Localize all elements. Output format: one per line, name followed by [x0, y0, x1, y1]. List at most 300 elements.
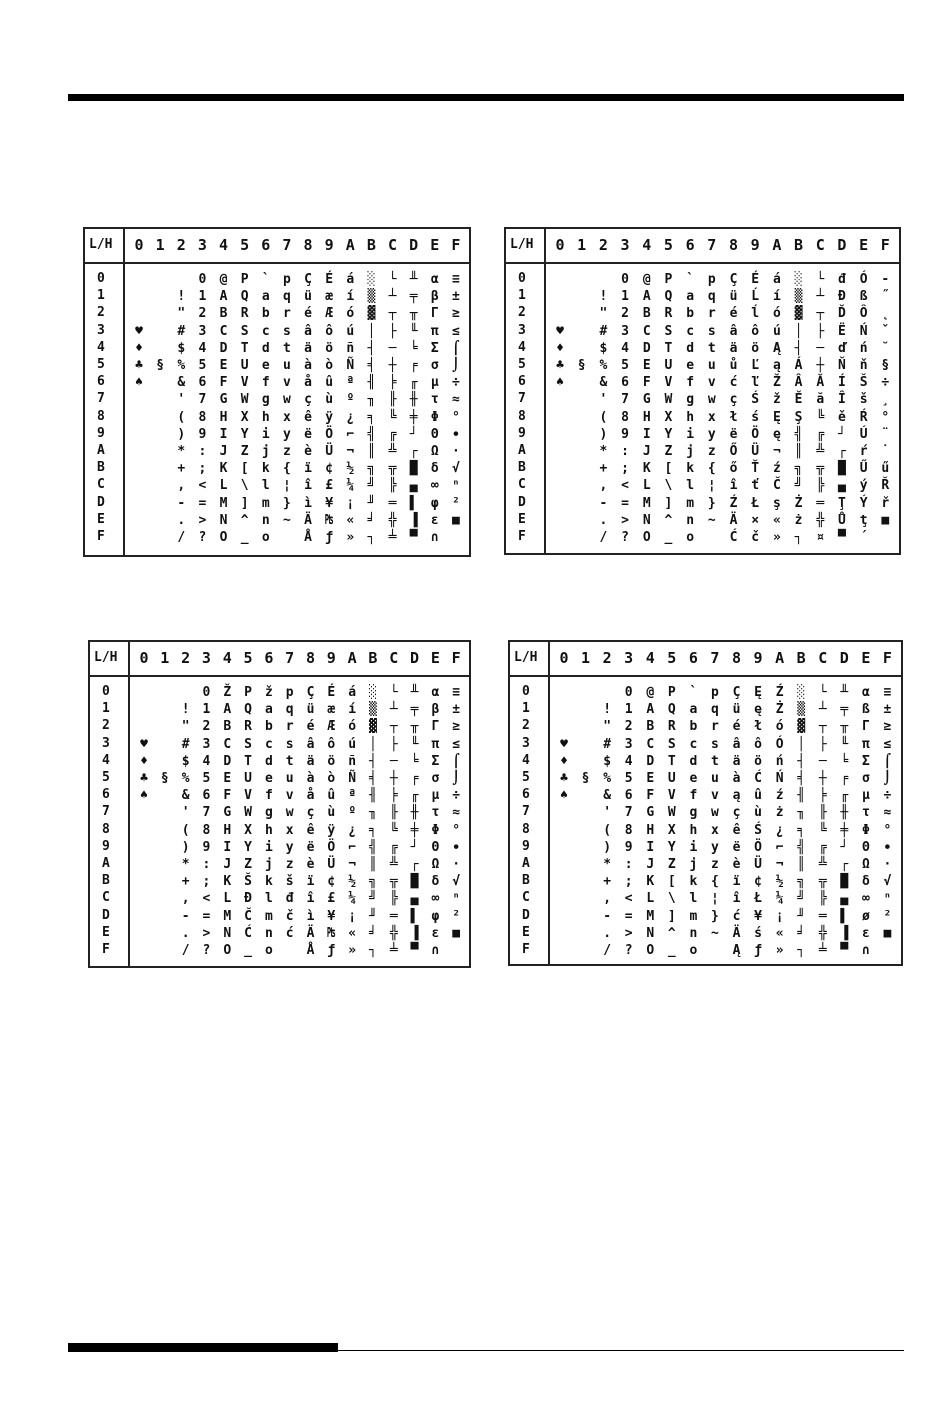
- glyph-cell: ₧: [325, 512, 334, 528]
- glyph-cell: ▐: [410, 925, 419, 941]
- glyph-cell: Ü: [325, 444, 334, 459]
- table-column-divider: [123, 229, 125, 555]
- glyph-cell: ő: [729, 461, 738, 477]
- glyph-cell: ╝: [794, 478, 803, 494]
- glyph-cell: b: [689, 719, 698, 735]
- glyph-cell: ': [599, 392, 608, 408]
- glyph-cell: β: [430, 289, 439, 305]
- glyph-cell: 5: [624, 771, 633, 786]
- column-header: F: [451, 236, 461, 254]
- glyph-cell: #: [181, 736, 190, 752]
- glyph-cell: ╕: [369, 822, 377, 838]
- glyph-cell: /: [599, 530, 608, 545]
- glyph-cell: r: [711, 719, 719, 735]
- glyph-cell: .: [599, 512, 608, 528]
- glyph-cell: ä: [306, 753, 315, 769]
- glyph-cell: š: [859, 392, 868, 408]
- row-label: A: [522, 856, 530, 871]
- row-label: 6: [522, 787, 530, 803]
- row-label: 8: [518, 408, 526, 424]
- glyph-cell: ź: [772, 461, 781, 477]
- glyph-cell: }: [711, 908, 719, 924]
- glyph-cell: 9: [198, 426, 207, 442]
- glyph-cell: Ź: [729, 495, 738, 511]
- glyph-cell: /: [177, 530, 186, 545]
- glyph-cell: X: [240, 409, 249, 425]
- glyph-cell: O: [223, 943, 232, 958]
- glyph-cell: k: [689, 874, 698, 890]
- glyph-cell: δ: [861, 874, 870, 890]
- glyph-cell: Y: [664, 426, 673, 442]
- glyph-cell: ć: [729, 375, 738, 391]
- glyph-cell: ╢: [797, 788, 806, 804]
- glyph-cell: M: [223, 908, 232, 924]
- glyph-cell: ż: [794, 512, 803, 528]
- glyph-cell: 0: [624, 685, 633, 700]
- glyph-cell: ±: [451, 289, 460, 305]
- glyph-cell: ╧: [388, 530, 397, 545]
- glyph-cell: ╔: [818, 839, 827, 855]
- glyph-cell: ▄: [840, 891, 849, 907]
- glyph-cell: `: [686, 272, 695, 287]
- glyph-cell: !: [599, 289, 608, 305]
- glyph-cell: M: [642, 495, 651, 511]
- glyph-cell: ∩: [861, 943, 870, 958]
- glyph-cell: û: [325, 375, 334, 391]
- glyph-cell: Æ: [325, 306, 334, 322]
- glyph-cell: _: [244, 943, 252, 958]
- glyph-cell: -: [599, 495, 608, 511]
- column-header: 9: [750, 236, 760, 254]
- glyph-cell: G: [223, 805, 232, 821]
- glyph-cell: Q: [244, 702, 252, 718]
- row-label: 3: [522, 735, 530, 751]
- glyph-cell: ╪: [840, 822, 849, 838]
- row-label: 9: [518, 425, 526, 441]
- glyph-cell: ¸: [881, 392, 890, 408]
- glyph-cell: µ: [430, 375, 439, 391]
- glyph-cell: ê: [304, 409, 312, 425]
- glyph-cell: ň: [859, 358, 868, 373]
- glyph-cell: ƒ: [754, 943, 762, 958]
- row-label: E: [522, 924, 530, 940]
- glyph-cell: ╤: [409, 289, 418, 305]
- glyph-cell: √: [451, 461, 460, 477]
- glyph-cell: ╣: [797, 839, 806, 855]
- glyph-cell: ⁿ: [451, 478, 460, 494]
- column-header: D: [837, 236, 847, 254]
- glyph-cell: ≤: [451, 323, 460, 339]
- glyph-cell: _: [664, 530, 673, 545]
- glyph-cell: ÷: [451, 375, 460, 391]
- glyph-cell: ■: [451, 512, 460, 528]
- glyph-cell: x: [282, 409, 291, 425]
- glyph-cell: ╥: [410, 719, 419, 735]
- code-page-table-bottom-left: [88, 640, 471, 968]
- glyph-cell: ł: [729, 409, 738, 425]
- glyph-cell: R: [667, 719, 676, 735]
- glyph-cell: │: [797, 736, 806, 752]
- glyph-cell: ▐: [840, 925, 849, 941]
- glyph-cell: 1: [198, 289, 207, 305]
- glyph-cell: O: [219, 530, 228, 545]
- glyph-cell: Ĺ: [751, 289, 760, 305]
- row-label: 6: [518, 374, 526, 390]
- column-header: 7: [707, 236, 717, 254]
- glyph-cell: ♣: [135, 358, 143, 373]
- glyph-cell: G: [642, 392, 651, 408]
- glyph-cell: ┌: [409, 444, 418, 459]
- glyph-cell: Z: [664, 444, 673, 459]
- glyph-cell: J: [223, 857, 232, 872]
- glyph-cell: ť: [751, 478, 760, 494]
- glyph-cell: i: [261, 426, 270, 442]
- glyph-cell: î: [304, 478, 312, 494]
- glyph-cell: U: [664, 358, 673, 373]
- glyph-cell: °: [883, 822, 892, 838]
- glyph-cell: T: [244, 753, 252, 769]
- glyph-cell: O: [642, 530, 651, 545]
- row-label: F: [518, 529, 526, 544]
- glyph-cell: Γ: [431, 719, 440, 735]
- glyph-cell: ╦: [816, 461, 825, 477]
- glyph-cell: Ł: [751, 495, 760, 511]
- glyph-cell: Q: [667, 702, 676, 718]
- glyph-cell: ˇ: [881, 323, 890, 339]
- glyph-cell: ╖: [797, 805, 806, 821]
- glyph-cell: ░: [797, 685, 806, 700]
- column-header: 1: [155, 236, 165, 254]
- glyph-cell: ╗: [794, 461, 803, 477]
- row-label: 5: [522, 770, 530, 785]
- glyph-cell: ¼: [348, 891, 357, 907]
- glyph-cell: W: [664, 392, 673, 408]
- glyph-cell: ö: [327, 753, 336, 769]
- glyph-cell: i: [264, 839, 273, 855]
- glyph-cell: Ż: [794, 495, 803, 511]
- glyph-cell: =: [621, 495, 629, 511]
- glyph-cell: ƒ: [325, 530, 334, 545]
- glyph-cell: ô: [325, 323, 334, 339]
- glyph-cell: H: [646, 822, 655, 838]
- glyph-cell: Ř: [881, 478, 890, 494]
- glyph-cell: °: [881, 409, 890, 425]
- column-header: A: [775, 649, 785, 667]
- glyph-cell: ╚: [389, 822, 398, 838]
- glyph-cell: «: [346, 512, 355, 528]
- glyph-cell: ┤: [369, 753, 377, 769]
- glyph-cell: √: [452, 874, 461, 890]
- glyph-cell: .: [181, 925, 190, 941]
- row-label: 8: [102, 821, 110, 837]
- glyph-cell: à: [304, 358, 312, 373]
- glyph-cell: é: [306, 719, 315, 735]
- glyph-cell: â: [304, 323, 312, 339]
- glyph-cell: ∩: [431, 943, 440, 958]
- glyph-cell: U: [240, 358, 249, 373]
- glyph-cell: $: [177, 340, 186, 356]
- glyph-cell: ╜: [369, 908, 377, 924]
- glyph-cell: ┼: [389, 771, 398, 786]
- glyph-cell: «: [775, 925, 784, 941]
- glyph-cell: :: [202, 857, 211, 872]
- glyph-cell: ♦: [135, 340, 143, 356]
- column-header: 8: [731, 649, 742, 667]
- glyph-cell: ┴: [818, 702, 827, 718]
- glyph-cell: £: [327, 891, 336, 907]
- glyph-cell: 6: [624, 788, 633, 804]
- glyph-cell: 4: [624, 753, 633, 769]
- column-header: 0: [134, 236, 144, 254]
- column-header: C: [815, 236, 825, 254]
- glyph-cell: ▒: [369, 702, 377, 718]
- row-label: D: [522, 907, 530, 923]
- glyph-cell: .: [603, 925, 612, 941]
- column-header: E: [859, 236, 869, 254]
- glyph-cell: ╛: [369, 925, 377, 941]
- glyph-cell: 4: [202, 753, 211, 769]
- glyph-cell: -: [181, 908, 190, 924]
- glyph-cell: ε: [431, 925, 440, 941]
- glyph-cell: Ť: [751, 461, 760, 477]
- glyph-cell: ;: [198, 461, 207, 477]
- row-label: B: [97, 460, 105, 476]
- glyph-cell: x: [711, 822, 719, 838]
- glyph-cell: É: [325, 272, 334, 287]
- glyph-cell: z: [711, 857, 719, 872]
- glyph-cell: ■: [883, 925, 892, 941]
- glyph-cell: ║: [797, 857, 806, 872]
- glyph-cell: ö: [754, 753, 762, 769]
- glyph-cell: ü: [306, 702, 315, 718]
- glyph-cell: ║: [367, 444, 376, 459]
- column-header: 2: [598, 236, 608, 254]
- row-label: 7: [102, 804, 110, 820]
- glyph-cell: ţ: [859, 512, 868, 528]
- column-header: 9: [326, 649, 336, 667]
- glyph-cell: Ć: [729, 530, 738, 545]
- glyph-cell: ∞: [430, 478, 439, 494]
- glyph-cell: è: [732, 857, 741, 872]
- glyph-cell: ▄: [410, 891, 419, 907]
- glyph-cell: Σ: [431, 753, 440, 769]
- glyph-cell: ╝: [367, 478, 376, 494]
- glyph-cell: Ü: [751, 444, 760, 459]
- glyph-cell: ▌: [840, 908, 849, 924]
- glyph-cell: 7: [202, 805, 211, 821]
- glyph-cell: u: [285, 771, 294, 786]
- glyph-cell: ≡: [452, 685, 461, 700]
- glyph-cell: V: [244, 788, 252, 804]
- glyph-cell: H: [219, 409, 228, 425]
- glyph-cell: s: [285, 736, 294, 752]
- glyph-cell: ñ: [348, 753, 357, 769]
- row-label: 0: [522, 684, 530, 699]
- glyph-cell: I: [646, 839, 655, 855]
- glyph-cell: ╫: [409, 392, 418, 408]
- glyph-cell: ┬: [816, 306, 825, 322]
- glyph-cell: ≥: [452, 719, 461, 735]
- glyph-cell: %: [603, 771, 612, 786]
- glyph-cell: ╕: [797, 822, 806, 838]
- row-label: 1: [97, 288, 105, 304]
- glyph-cell: ┤: [794, 340, 803, 356]
- glyph-cell: ║: [369, 857, 377, 872]
- glyph-cell: O: [646, 943, 655, 958]
- glyph-cell: t: [285, 753, 294, 769]
- glyph-cell: Ö: [751, 426, 760, 442]
- glyph-cell: ÷: [881, 375, 890, 391]
- glyph-cell: ß: [861, 702, 870, 718]
- row-label: 7: [97, 391, 105, 407]
- glyph-cell: ■: [452, 925, 461, 941]
- glyph-cell: ó: [775, 719, 784, 735]
- glyph-cell: (: [599, 409, 608, 425]
- glyph-cell: ï: [732, 874, 741, 890]
- glyph-cell: \: [240, 478, 249, 494]
- glyph-cell: ╞: [389, 788, 398, 804]
- column-header: 6: [685, 236, 695, 254]
- glyph-cell: 5: [198, 358, 207, 373]
- glyph-cell: ö: [325, 340, 334, 356]
- glyph-cell: ć: [732, 908, 741, 924]
- glyph-cell: ⁿ: [883, 891, 892, 907]
- glyph-cell: ╦: [818, 874, 827, 890]
- row-label: 2: [97, 305, 105, 321]
- glyph-cell: >: [621, 512, 629, 528]
- glyph-cell: y: [285, 839, 294, 855]
- glyph-cell: α: [861, 685, 870, 700]
- glyph-cell: ^: [664, 512, 673, 528]
- glyph-cell: ⌡: [452, 771, 461, 786]
- glyph-cell: d: [689, 753, 698, 769]
- glyph-cell: Ü: [754, 857, 762, 872]
- row-label: 6: [102, 787, 110, 803]
- glyph-cell: @: [219, 272, 228, 287]
- glyph-cell: ╙: [409, 323, 418, 339]
- glyph-cell: ♦: [140, 753, 148, 769]
- glyph-cell: k: [686, 461, 695, 477]
- glyph-cell: b: [686, 306, 695, 322]
- glyph-cell: d: [264, 753, 273, 769]
- glyph-cell: ╝: [369, 891, 377, 907]
- glyph-cell: ä: [729, 340, 738, 356]
- glyph-cell: X: [667, 822, 676, 838]
- column-header: 3: [197, 236, 207, 254]
- row-label: 9: [522, 838, 530, 854]
- glyph-cell: »: [772, 530, 781, 545]
- glyph-cell: L: [223, 891, 232, 907]
- glyph-cell: »: [348, 943, 357, 958]
- glyph-cell: ⌐: [346, 426, 355, 442]
- glyph-cell: I: [223, 839, 232, 855]
- glyph-cell: ï: [306, 874, 315, 890]
- glyph-cell: Σ: [430, 340, 439, 356]
- glyph-cell: l: [264, 891, 273, 907]
- glyph-cell: Ę: [754, 685, 762, 700]
- column-header: 9: [324, 236, 334, 254]
- glyph-cell: ): [599, 426, 608, 442]
- glyph-cell: ó: [772, 306, 781, 322]
- glyph-cell: ┘: [410, 839, 419, 855]
- glyph-cell: w: [285, 805, 294, 821]
- glyph-cell: ): [177, 426, 186, 442]
- glyph-cell: ▒: [794, 289, 803, 305]
- glyph-cell: ¥: [754, 908, 762, 924]
- glyph-cell: V: [664, 375, 673, 391]
- glyph-cell: m: [689, 908, 698, 924]
- row-label: A: [102, 856, 110, 871]
- glyph-cell: B: [646, 719, 655, 735]
- glyph-cell: Ę: [772, 409, 781, 425]
- glyph-cell: â: [732, 736, 741, 752]
- glyph-cell: σ: [431, 771, 440, 786]
- glyph-cell: ╞: [818, 788, 827, 804]
- glyph-cell: ╢: [367, 375, 376, 391]
- glyph-cell: µ: [431, 788, 440, 804]
- glyph-cell: ü: [729, 289, 738, 305]
- glyph-cell: ∩: [430, 530, 439, 545]
- glyph-cell: É: [751, 272, 760, 287]
- glyph-cell: ĺ: [751, 306, 760, 322]
- column-header: 0: [559, 649, 569, 667]
- glyph-cell: ╓: [840, 788, 849, 804]
- glyph-cell: c: [261, 323, 270, 339]
- glyph-cell: A: [642, 289, 651, 305]
- glyph-cell: a: [686, 289, 695, 305]
- glyph-cell: ą: [732, 788, 741, 804]
- glyph-cell: δ: [430, 461, 439, 477]
- glyph-cell: ø: [861, 908, 870, 924]
- glyph-cell: !: [177, 289, 186, 305]
- glyph-cell: ═: [818, 908, 827, 924]
- glyph-cell: ┴: [388, 289, 397, 305]
- glyph-cell: ╚: [388, 409, 397, 425]
- glyph-cell: v: [282, 375, 291, 391]
- corner-label: L/H: [94, 650, 118, 665]
- glyph-cell: │: [369, 736, 377, 752]
- glyph-cell: Č: [244, 908, 252, 924]
- glyph-cell: α: [431, 685, 440, 700]
- row-label: B: [522, 873, 530, 889]
- glyph-cell: b: [264, 719, 273, 735]
- glyph-cell: ×: [751, 512, 760, 528]
- glyph-cell: Γ: [861, 719, 870, 735]
- glyph-cell: ~: [707, 512, 716, 528]
- glyph-cell: ╣: [794, 426, 803, 442]
- glyph-cell: ⁿ: [452, 891, 461, 907]
- glyph-cell: i: [686, 426, 695, 442]
- glyph-cell: Ă: [816, 375, 825, 391]
- glyph-cell: u: [707, 358, 716, 373]
- column-header: 6: [261, 236, 271, 254]
- glyph-cell: ~: [282, 512, 291, 528]
- glyph-cell: └: [816, 272, 825, 287]
- glyph-cell: <: [624, 891, 633, 907]
- glyph-cell: β: [431, 702, 440, 718]
- glyph-cell: ▌: [409, 495, 418, 511]
- glyph-cell: æ: [327, 702, 336, 718]
- glyph-cell: 2: [621, 306, 629, 322]
- column-header: 1: [577, 236, 587, 254]
- glyph-cell: n: [689, 925, 698, 941]
- glyph-cell: █: [410, 874, 419, 890]
- glyph-cell: H: [642, 409, 651, 425]
- glyph-cell: 5: [621, 358, 629, 373]
- glyph-cell: ): [181, 839, 190, 855]
- glyph-cell: ê: [732, 822, 741, 838]
- glyph-cell: 0: [202, 685, 211, 700]
